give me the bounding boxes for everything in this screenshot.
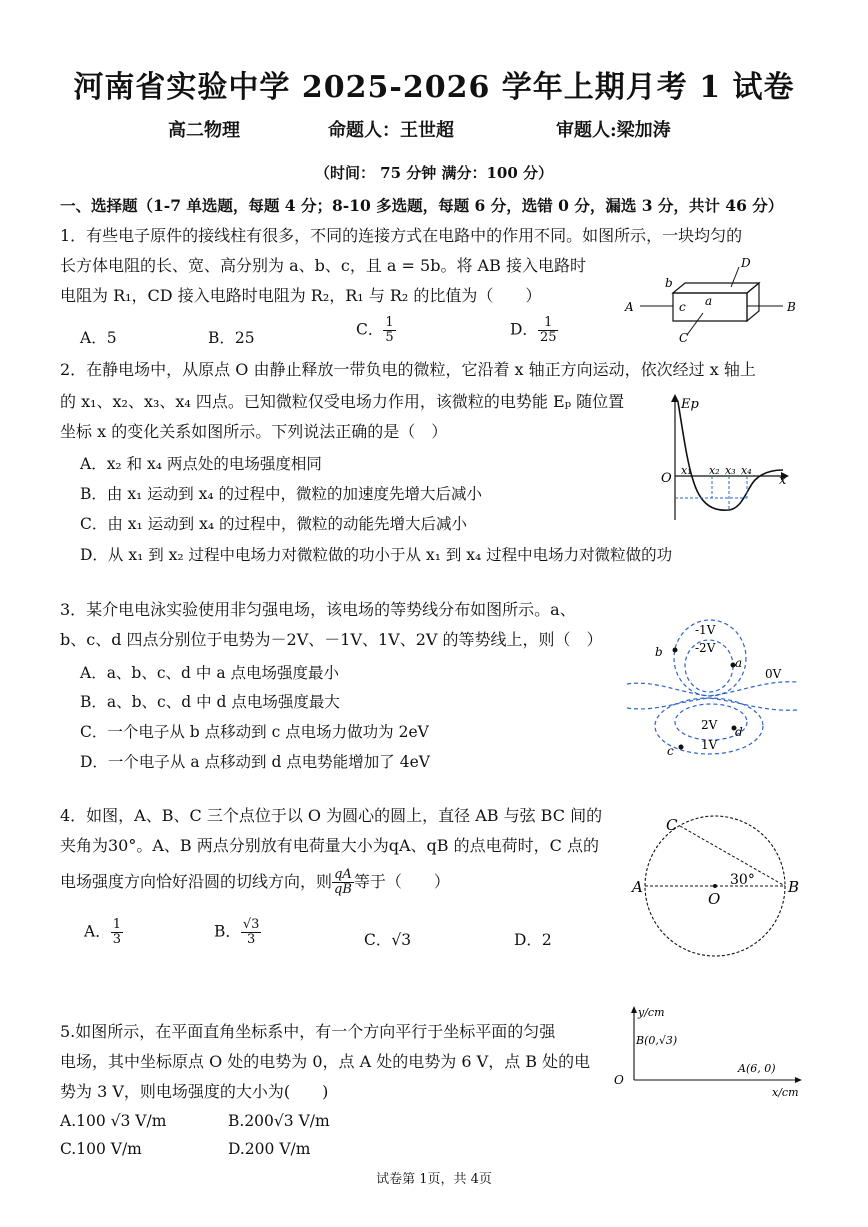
q2-option-b: B．由 x₁ 运动到 x₄ 的过程中，微粒的加速度先增大后减小 — [80, 485, 483, 503]
q4-option-b — [214, 918, 261, 947]
q1-figure-resistor-block — [615, 255, 805, 345]
q2-fig-x2: x₂ — [709, 464, 720, 477]
q1-option-c-num: 1 — [385, 315, 394, 330]
q4-line2: 夹角为30°。A、B 两点分别放有电荷量大小为qA、qB 的点电荷时，C 点的 — [60, 836, 599, 855]
page-footer: 试卷第 1页，共 4页 — [376, 1172, 492, 1187]
q5-line2: 电场，其中坐标原点 O 处的电势为 0，点 A 处的电势为 6 V，点 B 处的电 — [60, 1052, 591, 1071]
q3-option-a: A．a、b、c、d 中 a 点电场强度最小 — [80, 664, 339, 682]
q3-line2: b、c、d 四点分别位于电势为－2V、－1V、1V、2V 的等势线上，则（ ） — [60, 630, 603, 649]
q2-fig-ylabel: Ep — [681, 397, 699, 412]
q4-fig-B: B — [788, 878, 800, 896]
q4-line3-b: 等于（ ） — [353, 872, 450, 891]
q3-fig-p1: 1V — [701, 738, 718, 752]
q2-line1: 2．在静电场中，从原点 O 由静止释放一带负电的微粒，它沿着 x 轴正方向运动，依次经过 x 轴上 — [60, 360, 756, 379]
q5-fig-origin: O — [614, 1073, 624, 1087]
q4-fig-O: O — [708, 890, 721, 908]
q3-fig-b: b — [655, 645, 663, 659]
q4-fig-angle: 30° — [730, 872, 755, 888]
q4-fig-A: A — [632, 878, 643, 896]
q1-fig-label-a: a — [705, 294, 713, 308]
q5-fig-point-a: A(6, 0) — [738, 1062, 776, 1075]
q4-option-a — [84, 918, 123, 947]
q3-fig-a: a — [735, 656, 743, 670]
q4-option-d: D．2 — [514, 931, 552, 949]
q4-fig-C: C — [666, 816, 678, 834]
q2-option-a: A．x₂ 和 x₄ 两点处的电场强度相同 — [80, 455, 322, 473]
q1-option-c — [356, 316, 396, 345]
exam-info: （时间： 75 分钟 满分：100 分） — [314, 164, 554, 182]
q1-fig-label-C: C — [679, 331, 689, 345]
q1-option-c-den: 5 — [385, 330, 394, 345]
q2-fig-origin: O — [661, 471, 672, 486]
q5-option-b: B.200√3 V/m — [228, 1112, 330, 1130]
q4-option-c: C．√3 — [364, 931, 412, 949]
q1-option-c-label: C． — [356, 320, 384, 339]
q1-option-d-label: D． — [510, 320, 538, 339]
q3-fig-zero: 0V — [765, 667, 782, 681]
q1-fig-label-A: A — [625, 300, 634, 314]
q3-option-d: D．一个电子从 a 点移动到 d 点电势能增加了 4eV — [80, 753, 430, 771]
q1-fig-label-c: c — [679, 300, 686, 314]
q4-frac-den: qB — [334, 882, 352, 897]
author: 命题人：王世超 — [328, 120, 454, 141]
q5-option-a: A.100 √3 V/m — [60, 1112, 167, 1130]
q4-line3-a: 电场强度方向恰好沿圆的切线方向，则 — [60, 872, 333, 891]
q5-fig-point-b: B(0,√3) — [636, 1034, 678, 1047]
q3-fig-m1: -1V — [695, 623, 716, 637]
q3-figure-equipotential-lines — [625, 610, 805, 760]
q5-figure-coordinate-plane — [608, 1004, 808, 1104]
section-heading: 一、选择题（1-7 单选题，每题 4 分；8-10 多选题，每题 6 分，选错 0 分，漏选 3 分，共计 46 分） — [60, 196, 784, 215]
q1-line2: 长方体电阻的长、宽、高分别为 a、b、c，且 a = 5b。将 AB 接入电路时 — [60, 256, 586, 275]
q2-option-c: C．由 x₁ 运动到 x₄ 的过程中，微粒的动能先增大后减小 — [80, 515, 467, 533]
q4-frac-num: qA — [332, 868, 354, 883]
q4-option-b-den: 3 — [247, 932, 256, 947]
q1-line1: 1．有些电子原件的接线柱有很多，不同的连接方式在电路中的作用不同。如图所示，一块均匀的 — [60, 226, 743, 245]
q2-option-d: D．从 x₁ 到 x₂ 过程中电场力对微粒做的功小于从 x₁ 到 x₄ 过程中电场力对微粒做的功 — [80, 546, 673, 564]
q1-option-b: B．25 — [208, 329, 255, 347]
exam-title: 河南省实验中学 2025-2026 学年上期月考 1 试卷 — [73, 70, 795, 105]
q4-option-b-label: B． — [214, 922, 241, 941]
q2-line2: 的 x₁、x₂、x₃、x₄ 四点。已知微粒仅受电场力作用，该微粒的电势能 Eₚ 随位置 — [60, 392, 625, 411]
q2-figure-ep-graph — [655, 392, 795, 532]
q5-option-c: C.100 V/m — [60, 1140, 142, 1158]
q2-fig-x1: x₁ — [681, 464, 692, 477]
q5-fig-ylabel: y/cm — [638, 1006, 665, 1019]
q4-option-a-den: 3 — [112, 932, 121, 947]
q2-fig-xlabel: x — [779, 473, 787, 488]
q2-line3: 坐标 x 的变化关系如图所示。下列说法正确的是（ ） — [60, 422, 448, 441]
q5-line1: 5.如图所示，在平面直角坐标系中，有一个方向平行于坐标平面的匀强 — [60, 1022, 556, 1041]
q5-option-d: D.200 V/m — [228, 1140, 311, 1158]
q3-option-c: C．一个电子从 b 点移动到 c 点电场力做功为 2eV — [80, 723, 429, 741]
q1-option-d-den: 25 — [539, 330, 557, 345]
q3-line1: 3．某介电电泳实验使用非匀强电场，该电场的等势线分布如图所示。a、 — [60, 600, 576, 619]
q1-line3: 电阻为 R₁，CD 接入电路时电阻为 R₂，R₁ 与 R₂ 的比值为（ ） — [60, 286, 542, 305]
reviewer: 审题人:梁加涛 — [556, 120, 671, 141]
subject: 高二物理 — [168, 120, 240, 141]
q4-option-b-num: √3 — [242, 917, 260, 932]
q4-option-a-num: 1 — [112, 917, 121, 932]
q1-fig-label-D: D — [741, 256, 751, 270]
q3-fig-c: c — [667, 744, 674, 758]
q1-option-a: A．5 — [80, 329, 117, 347]
q4-line1: 4．如图，A、B、C 三个点位于以 O 为圆心的圆上，直径 AB 与弦 BC 间的 — [60, 806, 603, 825]
q3-option-b: B．a、b、c、d 中 d 点电场强度最大 — [80, 693, 340, 711]
q1-fig-label-b: b — [665, 276, 673, 290]
q2-fig-x3: x₃ — [725, 464, 736, 477]
q4-option-a-label: A． — [84, 922, 111, 941]
q2-fig-x4: x₄ — [741, 464, 752, 477]
q1-option-d-num: 1 — [538, 316, 559, 331]
q1-option-d — [510, 316, 558, 345]
q3-fig-p2: 2V — [701, 718, 718, 732]
q3-fig-m2: -2V — [695, 641, 716, 655]
q4-figure-circle — [630, 812, 810, 962]
q4-line3 — [60, 868, 450, 897]
q5-line3: 势为 3 V，则电场强度的大小为( ) — [60, 1082, 329, 1101]
q5-fig-xlabel: x/cm — [772, 1086, 799, 1099]
q3-fig-d: d — [735, 725, 743, 739]
q1-fig-label-B: B — [787, 300, 796, 314]
